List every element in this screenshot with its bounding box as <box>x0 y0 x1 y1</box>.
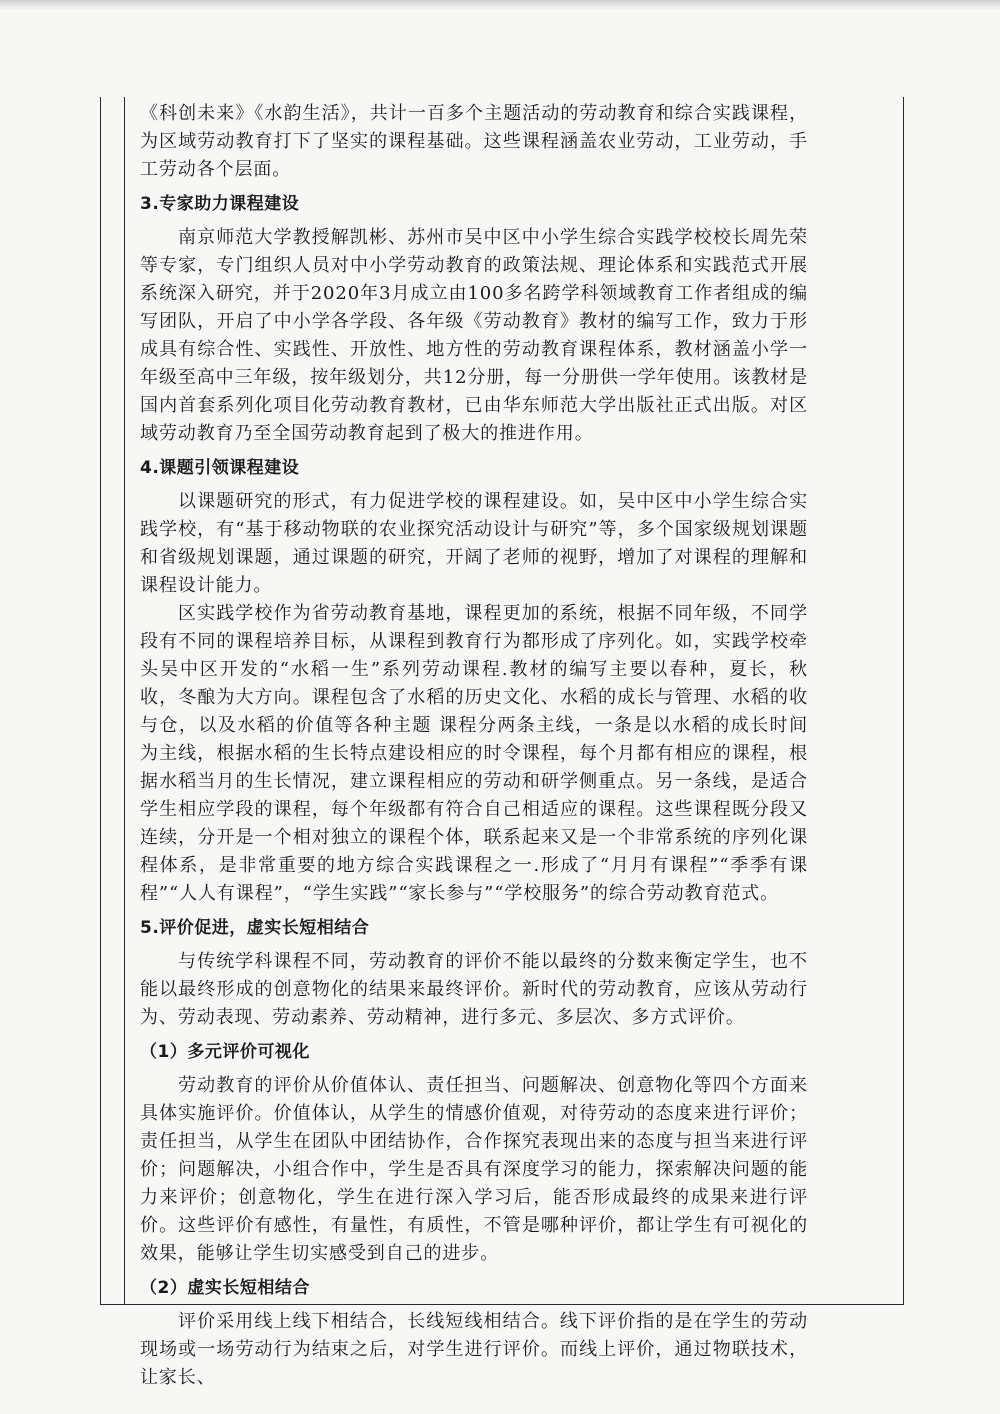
paragraph-expert: 南京师范大学教授解凯彬、苏州市吴中区中小学生综合实践学校校长周先荣等专家，专门组织人员对中小学劳动教育的政策法规、理论体系和实践范式开展系统深入研究，并于2020年3月成立由100多名跨学科领域教育工作者组成的编写团队，开启了中小学各学段、各年级《劳动教育》教材的编写工作，致力于形成具有综合性、实践性、开放性、地方性的劳动教育课程体系，教材涵盖小学一年级至高中三年级，按年级划分，共12分册，每一分册供一学年使用。该教材是国内首套系列化项目化劳动教育教材，已由华东师范大学出版社正式出版。对区域劳动教育乃至全国劳动教育起到了极大的推进作用。 <box>140 227 808 444</box>
document-body <box>140 100 808 1392</box>
paragraph-research: 以课题研究的形式，有力促进学校的课程建设。如，吴中区中小学生综合实践学校，有“基于移动物联的农业探究活动设计与研究”等，多个国家级规划课题和省级规划课题，通过课题的研究，开阔了老师的视野，增加了对课程的理解和课程设计能力。 <box>140 491 808 596</box>
heading-research: 4.课题引领课程建设 <box>140 458 300 478</box>
heading-visual-evaluation: （1）多元评价可视化 <box>140 1042 310 1062</box>
paragraph-combined-evaluation: 评价采用线上线下相结合，长线短线相结合。线下评价指的是在学生的劳动现场或一场劳动行为结束之后，对学生进行评价。而线上评价，通过物联技术，让家长、 <box>140 1311 808 1388</box>
paragraph-intro: 《科创未来》《水韵生活》，共计一百多个主题活动的劳动教育和综合实践课程，为区域劳动教育打下了坚实的课程基础。这些课程涵盖农业劳动，工业劳动，手工劳动各个层面。 <box>140 103 808 180</box>
heading-evaluation: 5.评价促进，虚实长短相结合 <box>140 918 370 938</box>
table-column-rule <box>124 97 125 1305</box>
paragraph-evaluation: 与传统学科课程不同，劳动教育的评价不能以最终的分数来衡定学生，也不能以最终形成的创意物化的结果来最终评价。新时代的劳动教育，应该从劳动行为、劳动表现、劳动素养、劳动精神，进行多元、多层次、多方式评价。 <box>140 951 808 1028</box>
scan-edge <box>0 0 1000 10</box>
paragraph-visual-evaluation: 劳动教育的评价从价值体认、责任担当、问题解决、创意物化等四个方面来具体实施评价。价值体认，从学生的情感价值观，对待劳动的态度来进行评价；责任担当，从学生在团队中团结协作，合作探究表现出来的态度与担当来进行评价；问题解决，小组合作中，学生是否具有深度学习的能力，探索解决问题的能力来评价；创意物化，学生在进行深入学习后，能否形成最终的成果来进行评价。这些评价有感性，有量性，有质性，不管是哪种评价，都让学生有可视化的效果，能够让学生切实感受到自己的进步。 <box>140 1075 808 1264</box>
heading-combined-evaluation: （2）虚实长短相结合 <box>140 1278 310 1298</box>
heading-expert: 3.专家助力课程建设 <box>140 194 300 214</box>
paragraph-rice-course: 区实践学校作为省劳动教育基地，课程更加的系统，根据不同年级，不同学段有不同的课程培养目标，从课程到教育行为都形成了序列化。如，实践学校牵头吴中区开发的“水稻一生”系列劳动课程.教材的编写主要以春种，夏长，秋收，冬酿为大方向。课程包含了水稻的历史文化、水稻的成长与管理、水稻的收与仓，以及水稻的价值等各种主题 课程分两条主线，一条是以水稻的成长时间为主线，根据水稻的生长特点建设相应的时令课程，每个月都有相应的课程，根据水稻当月的生长情况，建立课程相应的劳动和研学侧重点。另一条线，是适合学生相应学段的课程，每个年级都有符合自己相适应的课程。这些课程既分段又连续，分开是一个相对独立的课程个体，联系起来又是一个非常系统的序列化课程体系，是非常重要的地方综合实践课程之一.形成了“月月有课程”“季季有课程”“人人有课程”，“学生实践”“家长参与”“学校服务”的综合劳动教育范式。 <box>140 603 808 904</box>
